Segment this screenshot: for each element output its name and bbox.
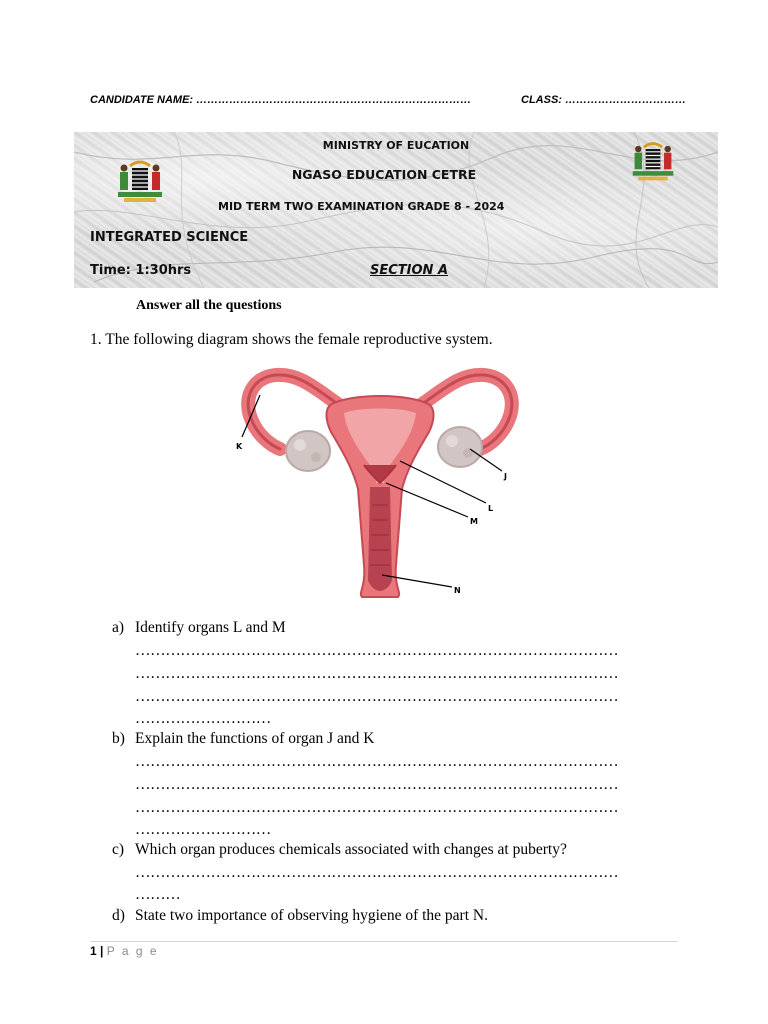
right-ovary bbox=[438, 427, 482, 467]
answer-line[interactable]: …………………………………………………………………………………… bbox=[135, 799, 619, 816]
subject-title: INTEGRATED SCIENCE bbox=[90, 230, 249, 245]
part-a-letter: a) bbox=[112, 619, 125, 636]
exam-title: MID TERM TWO EXAMINATION GRADE 8 - 2024 bbox=[218, 200, 505, 213]
footer-divider bbox=[90, 941, 678, 942]
page-number: 1 bbox=[90, 944, 97, 958]
instruction: Answer all the questions bbox=[136, 298, 282, 313]
class-field[interactable]: CLASS: …………………………… bbox=[521, 94, 686, 106]
answer-line[interactable]: …………………………………………………………………………………… bbox=[135, 776, 619, 793]
candidate-row bbox=[90, 94, 690, 106]
answer-line[interactable]: ……………………… bbox=[135, 710, 271, 727]
label-n: N bbox=[454, 586, 461, 595]
label-j: J bbox=[504, 472, 507, 481]
candidate-name-field[interactable]: CANDIDATE NAME: ………………………………………………………………… bbox=[90, 94, 472, 106]
label-l: L bbox=[488, 504, 494, 513]
page-footer bbox=[90, 944, 159, 958]
answer-line[interactable]: …………………………………………………………………………………… bbox=[135, 753, 619, 770]
part-d-letter: d) bbox=[112, 907, 125, 924]
exam-header bbox=[74, 132, 718, 288]
answer-line[interactable]: …………………………………………………………………………………… bbox=[135, 864, 619, 881]
question-1-text: 1. The following diagram shows the female reproductive system. bbox=[90, 331, 493, 348]
part-c-text: Which organ produces chemicals associated with changes at puberty? bbox=[135, 841, 567, 858]
vagina bbox=[368, 487, 392, 591]
part-a-text: Identify organs L and M bbox=[135, 619, 286, 636]
answer-line[interactable]: ……………………… bbox=[135, 821, 271, 838]
left-ovary bbox=[286, 431, 330, 471]
label-m: M bbox=[470, 517, 478, 526]
part-c-letter: c) bbox=[112, 841, 125, 858]
section-title: SECTION A bbox=[370, 263, 449, 278]
answer-line[interactable]: …………………………………………………………………………………… bbox=[135, 688, 619, 705]
page-separator: | bbox=[96, 944, 107, 958]
exam-time: Time: 1:30hrs bbox=[90, 263, 192, 278]
part-b-letter: b) bbox=[112, 730, 125, 747]
answer-line[interactable]: …………………………………………………………………………………… bbox=[135, 642, 619, 659]
answer-line[interactable]: …………………………………………………………………………………… bbox=[135, 665, 619, 682]
ministry-title: MINISTRY OF EUCATION bbox=[322, 139, 470, 152]
centre-title: NGASO EDUCATION CETRE bbox=[291, 167, 477, 182]
part-d-text: State two importance of observing hygiene of the part N. bbox=[135, 907, 488, 924]
page-word: P a g e bbox=[106, 944, 159, 958]
female-reproductive-system-diagram bbox=[230, 365, 530, 600]
answer-line[interactable]: ……… bbox=[135, 886, 181, 903]
part-b-text: Explain the functions of organ J and K bbox=[135, 730, 375, 747]
label-k: K bbox=[236, 442, 243, 451]
